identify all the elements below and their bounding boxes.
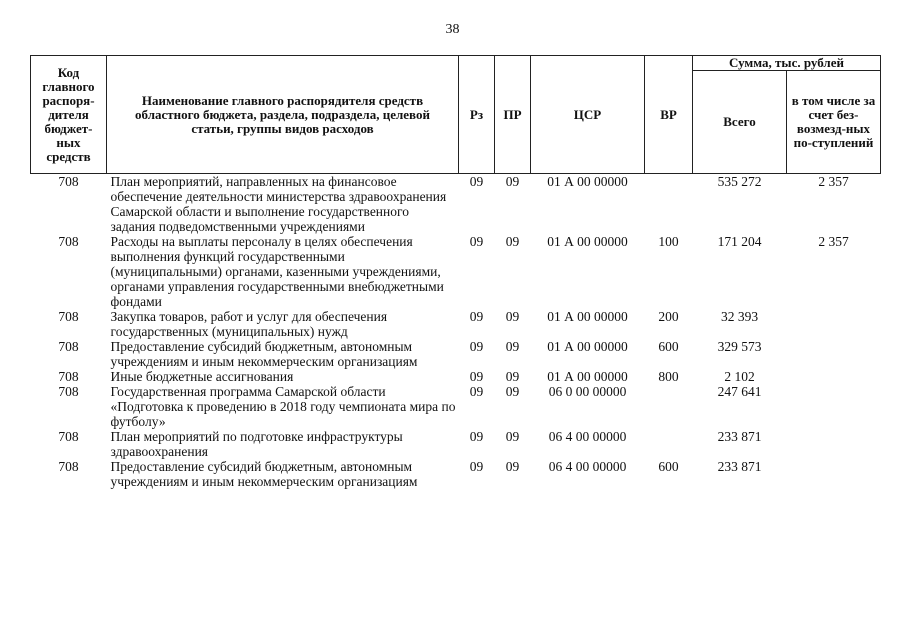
- cell-gratuitous: [787, 384, 881, 429]
- cell-pr: 09: [505, 384, 520, 399]
- cell-code: 708: [58, 384, 79, 399]
- cell-code: 708: [58, 174, 79, 189]
- cell-gratuitous: [787, 369, 881, 384]
- cell-rz: 09: [469, 384, 484, 399]
- cell-name: Расходы на выплаты персоналу в целях обеспечения выполнения функций государственными (муниципальными) органами, казенными учреждениями, органами управления государственными внебюджетными фондами: [110, 234, 444, 309]
- cell-csr: 01 А 00 00000: [547, 174, 628, 189]
- table-row: [31, 369, 881, 384]
- cell-csr: 01 А 00 00000: [547, 369, 628, 384]
- cell-name: План мероприятий, направленных на финансовое обеспечение деятельности министерства здравоохранения Самарской области и выполнение государственного задания подведомственными учреждениями: [110, 174, 447, 234]
- table-row: [31, 384, 881, 429]
- cell-csr: 01 А 00 00000: [547, 309, 628, 324]
- cell-total: 171 204: [717, 234, 762, 249]
- cell-rz: 09: [469, 309, 484, 324]
- header-name: Наименование главного распорядителя средств областного бюджета, раздела, подраздела, целевой статьи, группы видов расходов: [107, 56, 459, 174]
- cell-rz: 09: [469, 369, 484, 384]
- cell-code: 708: [58, 309, 79, 324]
- header-sum-group: Сумма, тыс. рублей: [693, 56, 881, 71]
- cell-csr: 01 А 00 00000: [547, 339, 628, 354]
- table-row: [31, 339, 881, 369]
- cell-vr: 200: [658, 309, 679, 324]
- cell-rz: 09: [469, 459, 484, 474]
- table-row: [31, 174, 881, 235]
- cell-rz: 09: [469, 429, 484, 444]
- cell-code: 708: [58, 429, 79, 444]
- cell-total: 2 102: [724, 369, 755, 384]
- header-total: Всего: [693, 71, 787, 174]
- cell-csr: 06 4 00 00000: [548, 459, 627, 474]
- cell-rz: 09: [469, 174, 484, 189]
- cell-gratuitous: [787, 309, 881, 339]
- cell-pr: 09: [505, 429, 520, 444]
- table-row: [31, 459, 881, 489]
- cell-name: План мероприятий по подготовке инфраструктуры здравоохранения: [110, 429, 403, 459]
- cell-csr: 06 4 00 00000: [548, 429, 627, 444]
- table-row: [31, 234, 881, 309]
- cell-gratuitous: 2 357: [818, 174, 849, 189]
- header-csr: ЦСР: [531, 56, 645, 174]
- cell-total: 32 393: [720, 309, 759, 324]
- cell-code: 708: [58, 234, 79, 249]
- cell-pr: 09: [505, 459, 520, 474]
- cell-code: 708: [58, 369, 79, 384]
- cell-name: Предоставление субсидий бюджетным, автономным учреждениям и иным некоммерческим организациям: [110, 339, 418, 369]
- cell-total: 247 641: [717, 384, 762, 399]
- cell-total: 535 272: [717, 174, 762, 189]
- table-row: [31, 429, 881, 459]
- cell-pr: 09: [505, 369, 520, 384]
- cell-name: Государственная программа Самарской области «Подготовка к проведению в 2018 году чемпионата мира по футболу»: [110, 384, 456, 429]
- cell-code: 708: [58, 459, 79, 474]
- header-gratuitous: в том числе за счет без-возмезд-ных по-ступлений: [787, 71, 881, 174]
- header-rz: Рз: [459, 56, 495, 174]
- cell-pr: 09: [505, 174, 520, 189]
- header-code: Код главного распоря-дителя бюджет-ных средств: [31, 56, 107, 174]
- cell-pr: 09: [505, 339, 520, 354]
- cell-name: Иные бюджетные ассигнования: [110, 369, 294, 384]
- table-row: [31, 309, 881, 339]
- cell-pr: 09: [505, 234, 520, 249]
- cell-vr: 600: [658, 339, 679, 354]
- budget-table: [30, 55, 881, 489]
- cell-vr: 600: [658, 459, 679, 474]
- header-vr: ВР: [645, 56, 693, 174]
- cell-vr: 100: [658, 234, 679, 249]
- cell-rz: 09: [469, 234, 484, 249]
- cell-rz: 09: [469, 339, 484, 354]
- cell-gratuitous: [787, 429, 881, 459]
- cell-vr: 800: [658, 369, 679, 384]
- cell-total: 329 573: [717, 339, 762, 354]
- cell-gratuitous: [787, 459, 881, 489]
- cell-vr: [645, 174, 693, 235]
- cell-vr: [645, 429, 693, 459]
- cell-gratuitous: 2 357: [818, 234, 849, 249]
- cell-vr: [645, 384, 693, 429]
- cell-total: 233 871: [717, 459, 762, 474]
- cell-total: 233 871: [717, 429, 762, 444]
- header-pr: ПР: [495, 56, 531, 174]
- cell-pr: 09: [505, 309, 520, 324]
- cell-gratuitous: [787, 339, 881, 369]
- page-number: 38: [445, 22, 460, 37]
- cell-name: Предоставление субсидий бюджетным, автономным учреждениям и иным некоммерческим организациям: [110, 459, 418, 489]
- cell-name: Закупка товаров, работ и услуг для обеспечения государственных (муниципальных) нужд: [110, 309, 388, 339]
- cell-csr: 01 А 00 00000: [547, 234, 628, 249]
- cell-code: 708: [58, 339, 79, 354]
- cell-csr: 06 0 00 00000: [548, 384, 627, 399]
